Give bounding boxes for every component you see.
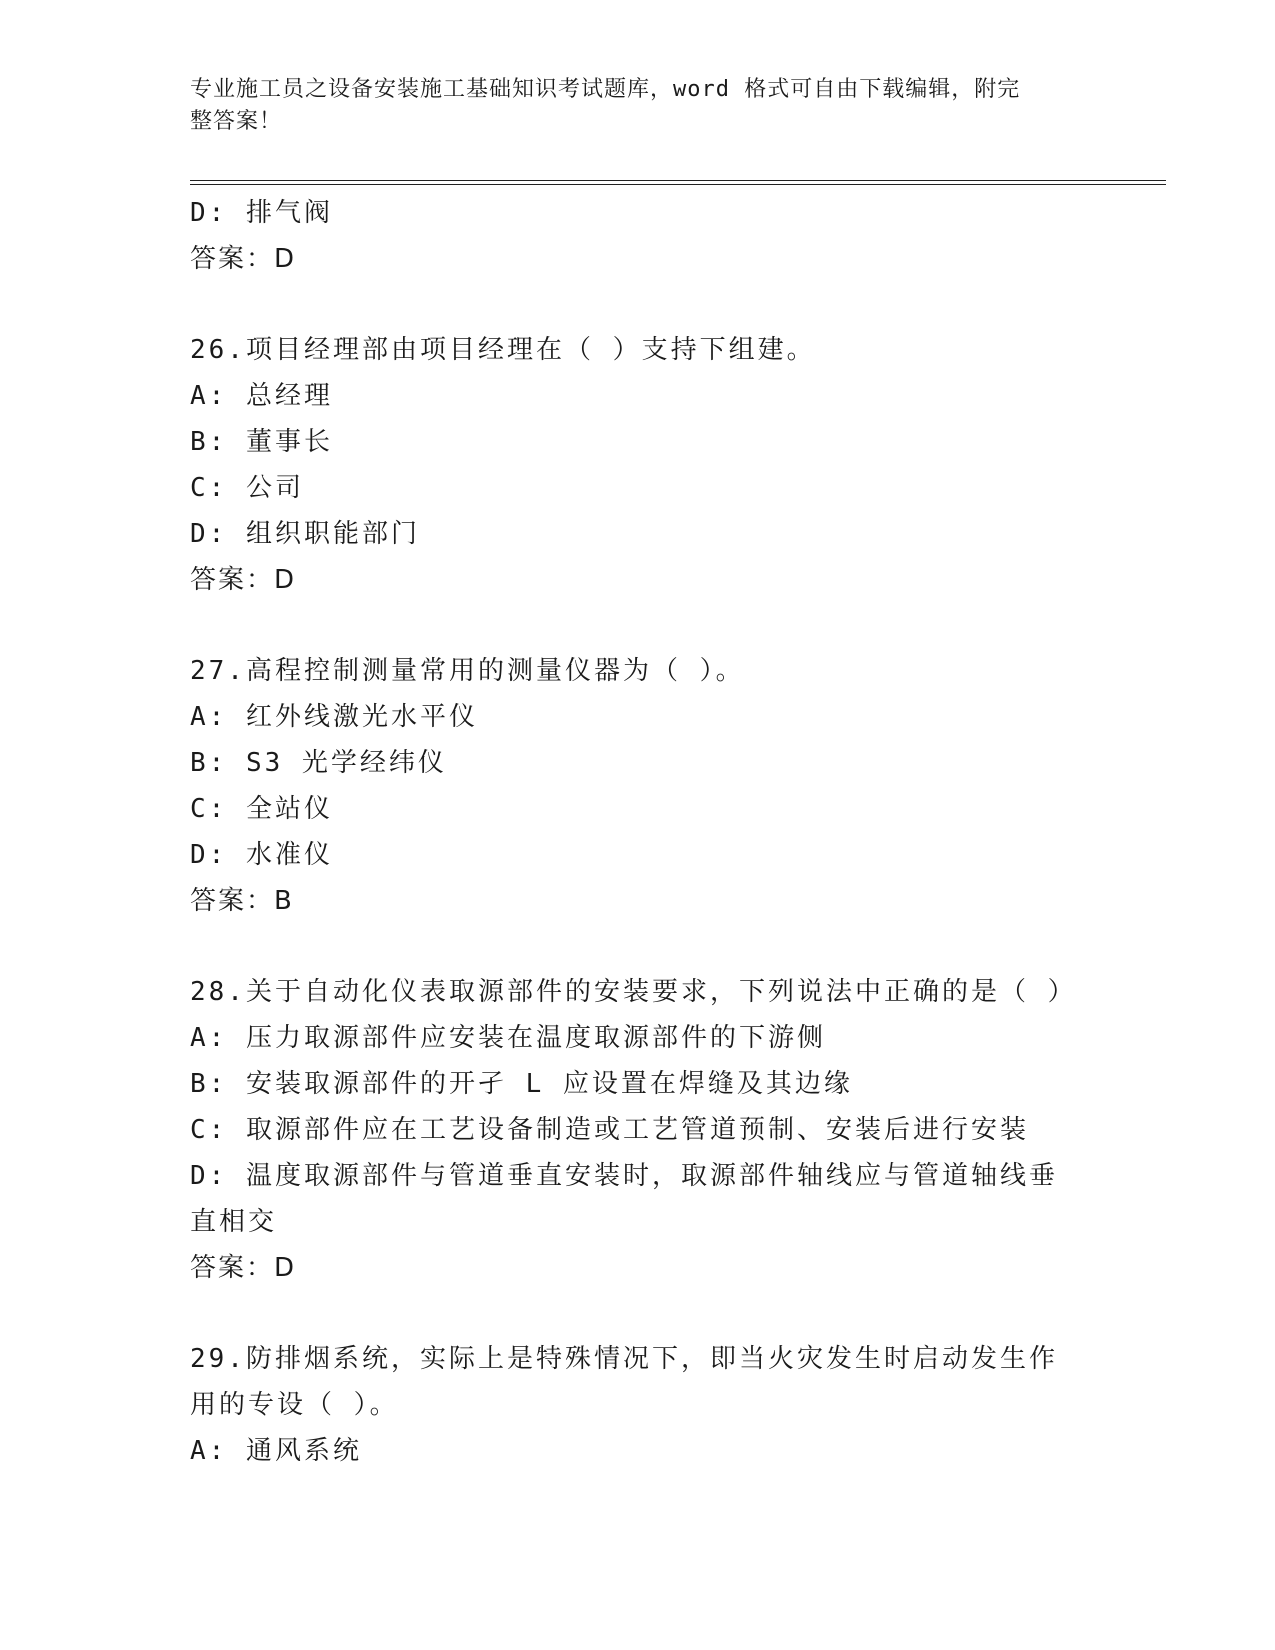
option-d: D: 温度取源部件与管道垂直安装时，取源部件轴线应与管道轴线垂直相交 — [190, 1161, 1058, 1237]
answer: 答案：D — [190, 244, 297, 274]
question-stem: 29.防排烟系统，实际上是特殊情况下，即当火灾发生时启动发生作用的专设（ ）。 — [190, 1344, 1058, 1420]
header-title-line-2: 整答案！ — [190, 109, 283, 134]
question-list — [190, 190, 1090, 1474]
question-27 — [190, 648, 1090, 924]
document-header — [190, 74, 1090, 138]
option-b: B: 安装取源部件的开孑 L 应设置在焊缝及其边缘 — [190, 1069, 853, 1099]
option-a: A: 红外线激光水平仪 — [190, 702, 478, 732]
question-stem: 27.高程控制测量常用的测量仪器为（ ）。 — [190, 656, 745, 686]
answer: 答案：D — [190, 1253, 297, 1283]
question-stem: 28.关于自动化仪表取源部件的安装要求，下列说法中正确的是（ ） — [190, 977, 1077, 1007]
option-d: D: 排气阀 — [190, 198, 333, 228]
header-divider — [190, 180, 1166, 185]
option-c: C: 全站仪 — [190, 794, 333, 824]
option-b: B: S3 光学经纬仪 — [190, 748, 447, 778]
option-a: A: 总经理 — [190, 381, 333, 411]
option-a: A: 压力取源部件应安装在温度取源部件的下游侧 — [190, 1023, 826, 1053]
answer: 答案：B — [190, 886, 294, 916]
header-title-line-1: 专业施工员之设备安装施工基础知识考试题库，word 格式可自由下载编辑，附完 — [190, 77, 1021, 102]
question-29 — [190, 1336, 1090, 1474]
question-26 — [190, 327, 1090, 603]
spacer — [190, 1291, 1090, 1336]
spacer — [190, 924, 1090, 969]
option-b: B: 董事长 — [190, 427, 333, 457]
option-c: C: 公司 — [190, 473, 304, 503]
option-d: D: 水准仪 — [190, 840, 333, 870]
spacer — [190, 282, 1090, 327]
question-28 — [190, 969, 1090, 1291]
question-25-tail — [190, 190, 1090, 282]
option-d: D: 组织职能部门 — [190, 519, 420, 549]
question-stem: 26.项目经理部由项目经理在（ ）支持下组建。 — [190, 335, 816, 365]
option-a: A: 通风系统 — [190, 1436, 362, 1466]
answer: 答案：D — [190, 565, 297, 595]
spacer — [190, 603, 1090, 648]
option-c: C: 取源部件应在工艺设备制造或工艺管道预制、安装后进行安装 — [190, 1115, 1029, 1145]
